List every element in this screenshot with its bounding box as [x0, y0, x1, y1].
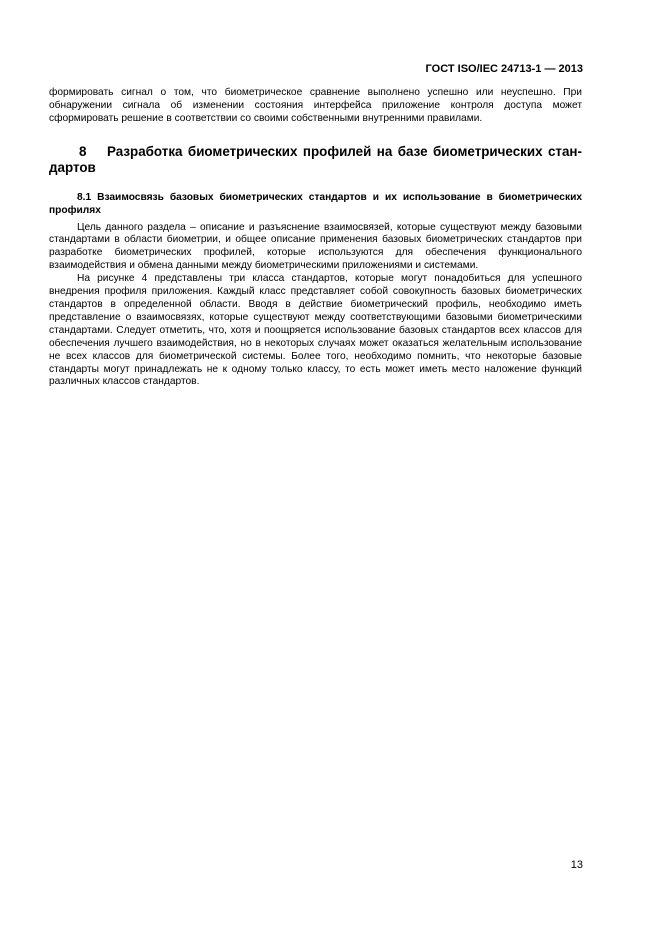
intro-paragraph: формировать сигнал о том, что биометрическое сравнение выполнено успешно или неуспешно. При обнаружении сигнала об изменении состояния интерфейса приложение контроля доступа может сформировать решение в соответствии со своими собственными внутренними правилами.: [49, 87, 582, 124]
section-8-heading: [49, 144, 582, 176]
document-code: ГОСТ ISO/IEC 24713-1 — 2013: [425, 63, 583, 75]
page-body: [49, 87, 582, 389]
section-number: 8: [79, 143, 87, 159]
page-number: 13: [570, 859, 583, 871]
section-purpose-paragraph: Цель данного раздела – описание и разъяснение взаимосвязей, которые существуют между базовыми стандартами в области биометрии, и общее описание применения базовых биометрических стандартов при разработке биометрических профилей, которые используются для обеспечения функционального взаимодействия и обмена данными между биометрическими приложениями и системами.: [49, 221, 582, 272]
section-title-text: Разработка биометрических профилей на базе биометрических стандартов: [49, 143, 582, 175]
figure-4-paragraph: На рисунке 4 представлены три класса стандартов, которые могут понадобиться для успешного внедрения профиля приложения. Каждый класс представляет собой совокупность базовых биометрических стандартов в определенной области. Вводя в действие биометрический профиль, необходимо иметь представление о взаимосвязях, которые существуют между соответствующими базовыми биометрическими стандартами. Следует отметить, что, хотя и поощряется использование базовых стандартов всех классов для обеспечения лучшего взаимодействия, но в некоторых случаях может оказаться желательным использование не всех классов для биометрической системы. Более того, необходимо помнить, что некоторые базовые стандарты могут принадлежать не к одному только классу, то есть может иметь место наложение функций различных классов стандартов.: [49, 273, 582, 388]
subsection-8-1-heading: 8.1 Взаимосвязь базовых биометрических стандартов и их использование в биометрических профилях: [49, 191, 582, 216]
